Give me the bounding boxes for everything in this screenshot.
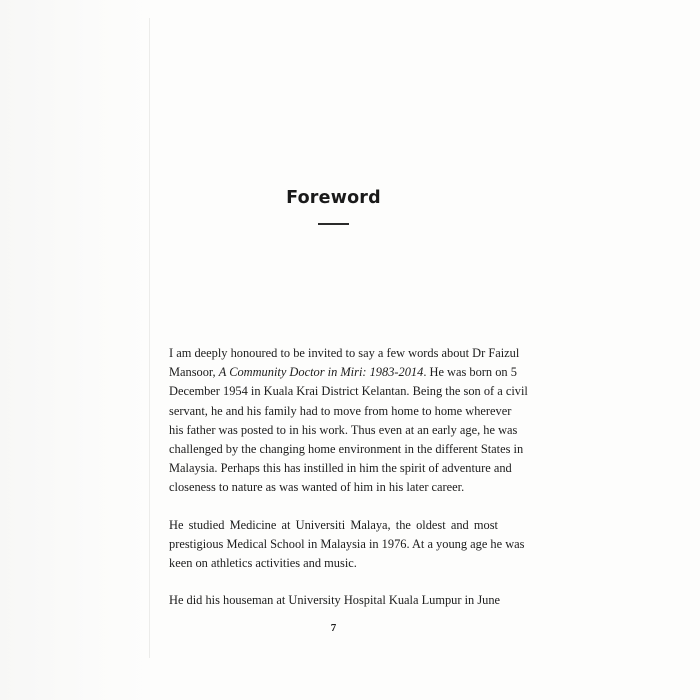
text-line: [169, 591, 501, 610]
text-run: challenged by the changing home environment in the different States in: [169, 442, 524, 457]
text-line: [169, 554, 498, 573]
text-run: . He was born on 5: [423, 365, 517, 380]
text-line: [169, 440, 524, 459]
text-line: [169, 478, 498, 497]
text-run: He did his houseman at University Hospital Kuala Lumpur in June: [169, 593, 501, 608]
text-line: [169, 363, 517, 382]
text-run: Malaysia. Perhaps this has instilled in him the spirit of adventure and: [169, 461, 512, 476]
text-line: [169, 516, 498, 535]
text-run: December 1954 in Kuala Krai District Kelantan. Being the son of a civil: [169, 384, 528, 399]
text-run: his father was posted to in his work. Thus even at an early age, he was: [169, 422, 518, 437]
text-run: servant, he and his family had to move from home to home wherever: [169, 403, 512, 418]
paragraph-2: [169, 516, 525, 574]
text-line: [169, 459, 512, 478]
text-run: Mansoor,: [169, 365, 219, 380]
title-underline: [318, 223, 349, 225]
text-line: [169, 402, 512, 421]
paragraph-3: [169, 591, 501, 610]
text-run: keen on athletics activities and music.: [169, 556, 357, 571]
page-title: Foreword: [286, 188, 381, 208]
text-run: I am deeply honoured to be invited to say a few words about Dr Faizul: [169, 346, 520, 360]
text-line: [169, 382, 528, 401]
page-number: 7: [330, 622, 337, 634]
page-gutter: [149, 18, 150, 658]
page-shading: [0, 0, 150, 700]
text-line: [169, 421, 518, 440]
text-run: prestigious Medical School in Malaysia in 1976. At a young age he was: [169, 536, 525, 551]
book-title-italic: A Community Doctor in Miri: 1983-2014: [218, 365, 424, 380]
text-run: He studied Medicine at Universiti Malaya, the oldest and most: [169, 517, 498, 532]
text-run: closeness to nature as was wanted of him in his later career.: [169, 480, 465, 495]
text-line: [169, 535, 525, 554]
body-text: [169, 344, 528, 628]
paragraph-1: [169, 344, 528, 498]
text-line: [169, 344, 520, 363]
